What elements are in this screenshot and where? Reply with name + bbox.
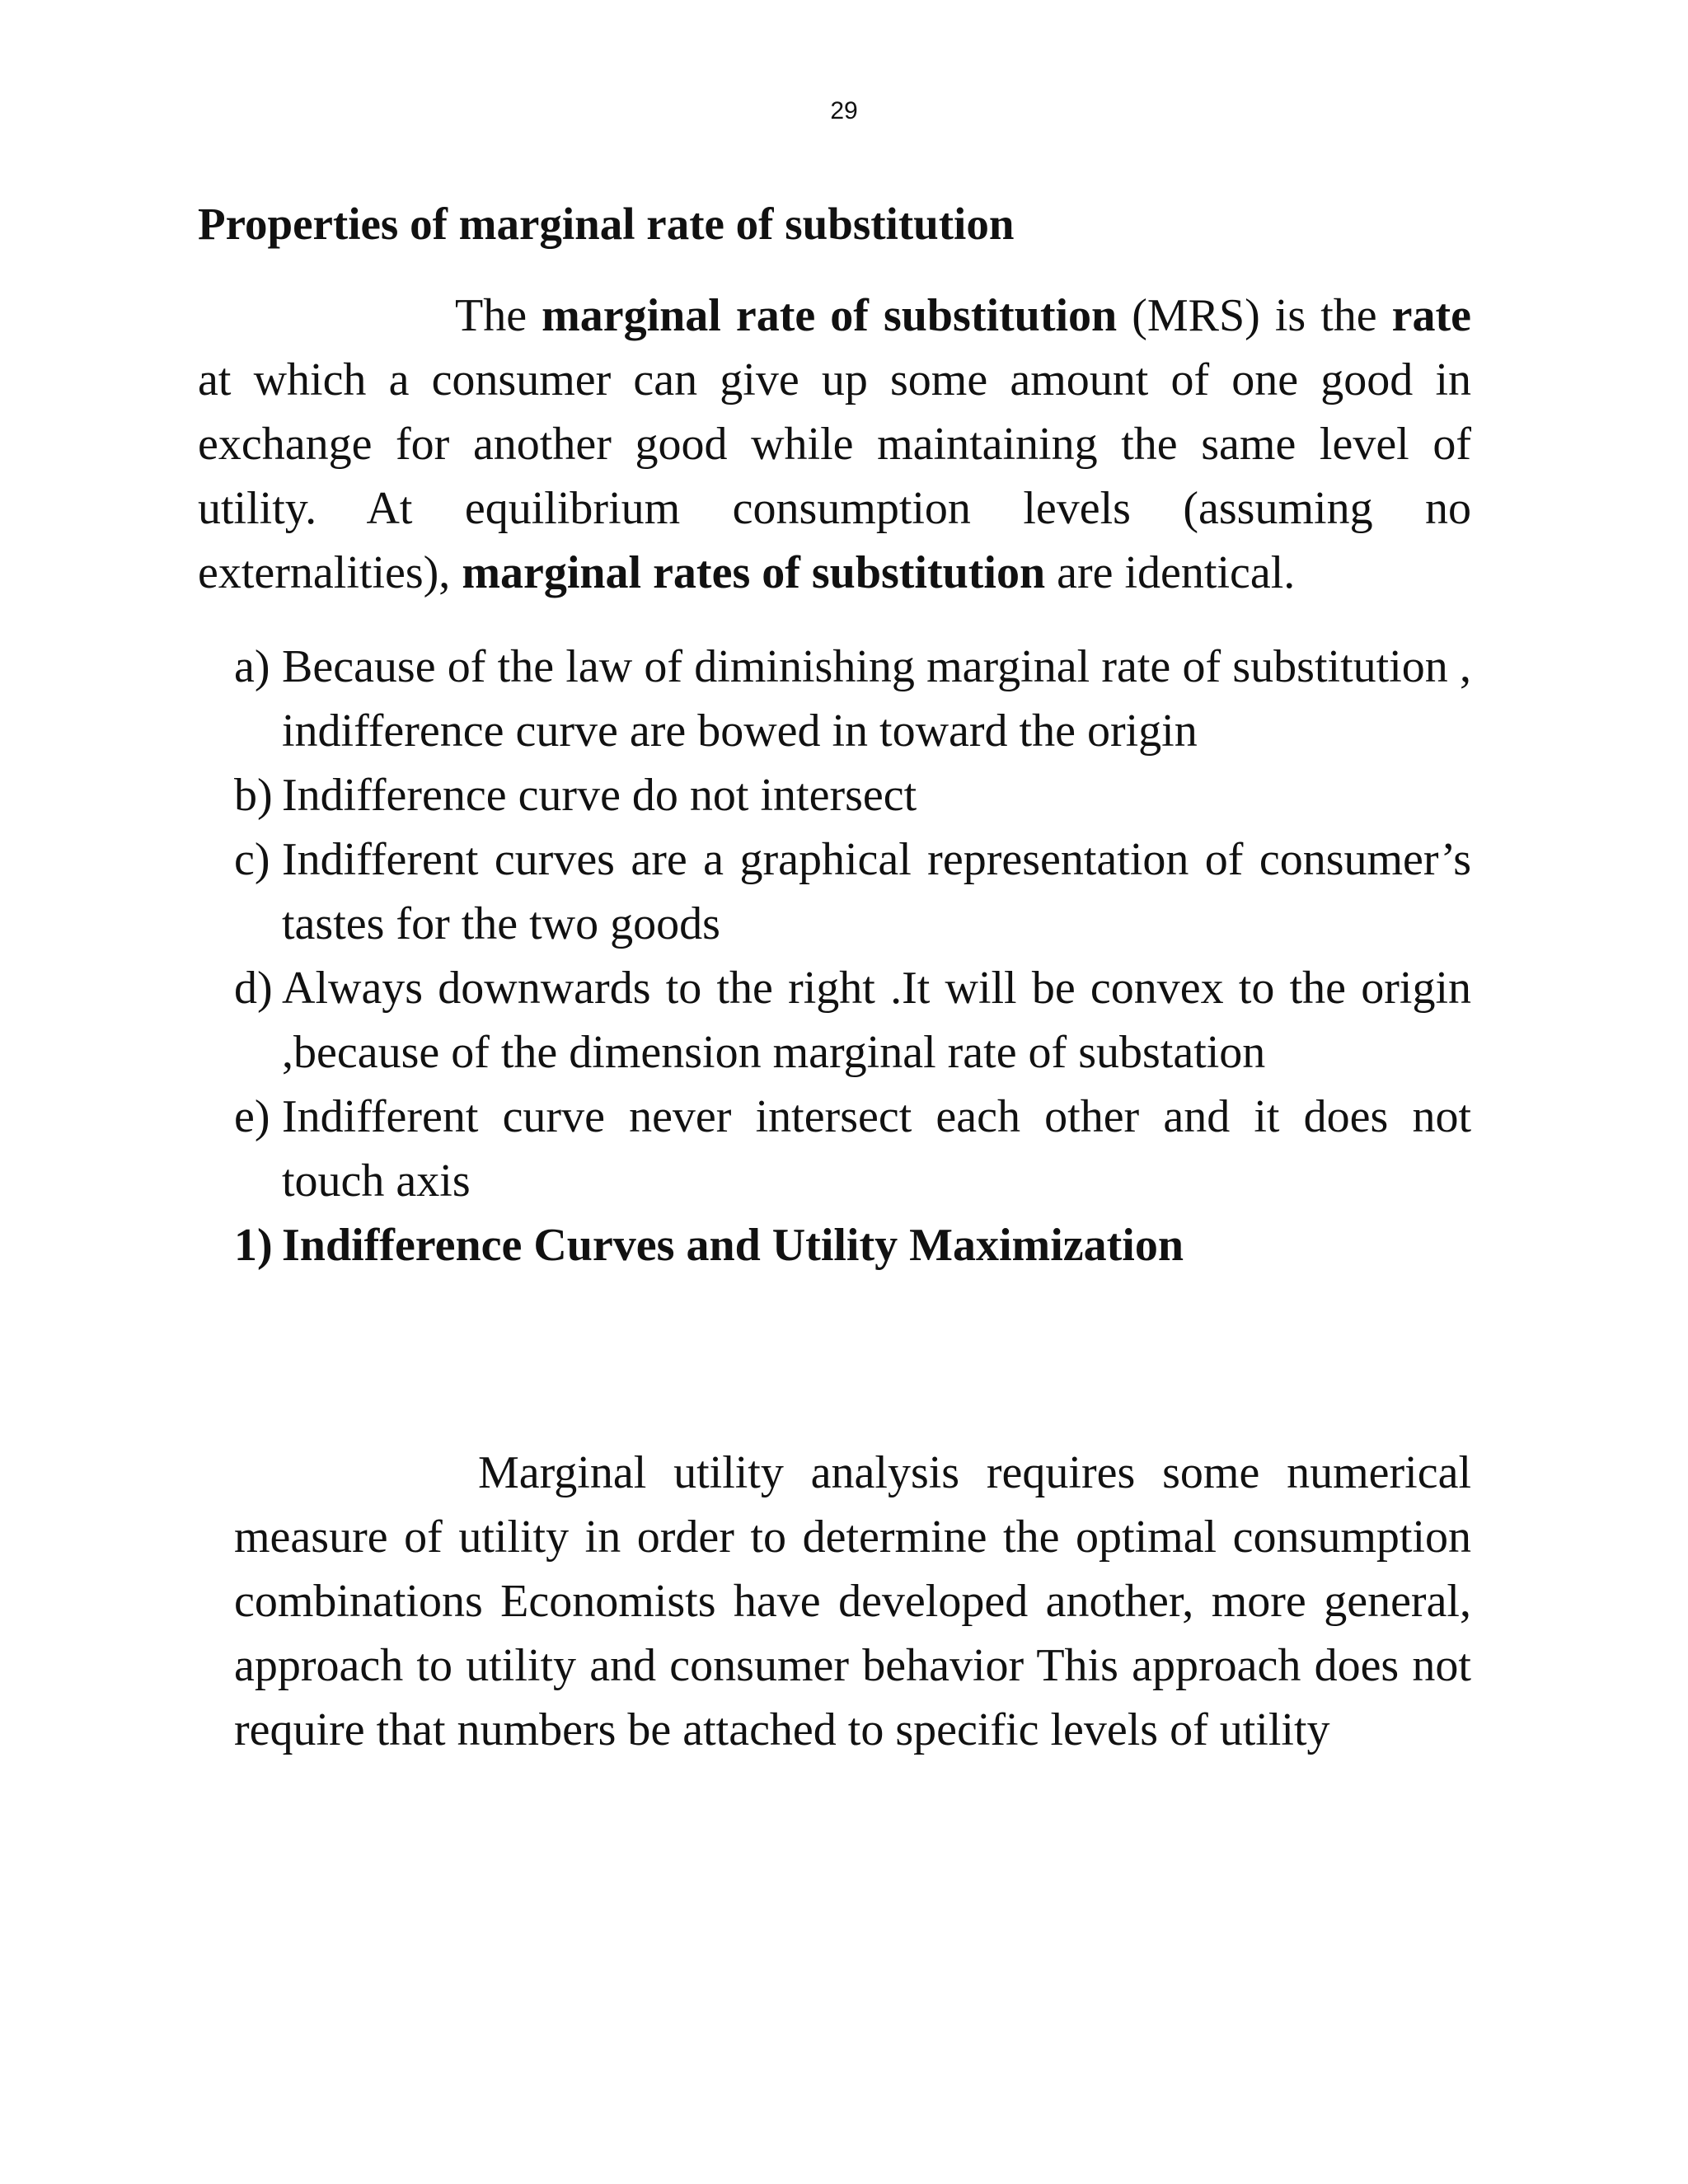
bold-term: marginal rate of substitution	[542, 290, 1118, 341]
list-item-text: Always downwards to the right .It will be convex to the origin ,because of the dimension marginal rate of substation	[282, 963, 1471, 1078]
list-item	[234, 1085, 1471, 1213]
list-item	[234, 763, 1471, 827]
list-item	[234, 956, 1471, 1085]
section-heading: Properties of marginal rate of substitution	[198, 199, 1015, 249]
list-item	[234, 827, 1471, 956]
list-item-text: Indifferent curves are a graphical representation of consumer’s tastes for the two goods	[282, 834, 1471, 949]
sub-heading-text: Indifference Curves and Utility Maximization	[282, 1220, 1184, 1271]
paragraph-text: (MRS) is the	[1117, 290, 1392, 341]
list-item	[234, 635, 1471, 763]
bold-term: rate	[1391, 290, 1472, 341]
sub-heading-marker: 1)	[234, 1220, 273, 1271]
list-marker: b)	[234, 770, 273, 821]
list-marker: a)	[234, 641, 270, 692]
list-item-text: Because of the law of diminishing marginal rate of substitution , indifference curve are bowed in toward the origin	[282, 641, 1471, 757]
list-marker: d)	[234, 963, 273, 1014]
list-item-text: Indifference curve do not intersect	[282, 770, 917, 821]
paragraph-text: The	[455, 290, 542, 341]
paragraph-text: are identical.	[1045, 547, 1296, 598]
list-marker: e)	[234, 1091, 270, 1142]
bold-term: marginal rates of substitution	[462, 547, 1046, 598]
paragraph-text: at which a consumer can give up some amount of one good in exchange for another good while maintaining the same level of utility. At equilibrium consumption levels (assuming no externalities),	[198, 354, 1471, 598]
sub-heading	[234, 1213, 1471, 1277]
page-number: 29	[830, 97, 858, 124]
properties-list	[234, 635, 1471, 1277]
mrs-definition-paragraph	[198, 284, 1471, 605]
list-item-text: Indifferent curve never intersect each other and it does not touch axis	[282, 1091, 1471, 1207]
list-marker: c)	[234, 834, 270, 885]
utility-analysis-paragraph: Marginal utility analysis requires some numerical measure of utility in order to determine the optimal consumption combinations Economists have developed another, more general, approach to utility and consumer behavior This approach does not require that numbers be attached to specific levels of utility	[234, 1447, 1471, 1755]
